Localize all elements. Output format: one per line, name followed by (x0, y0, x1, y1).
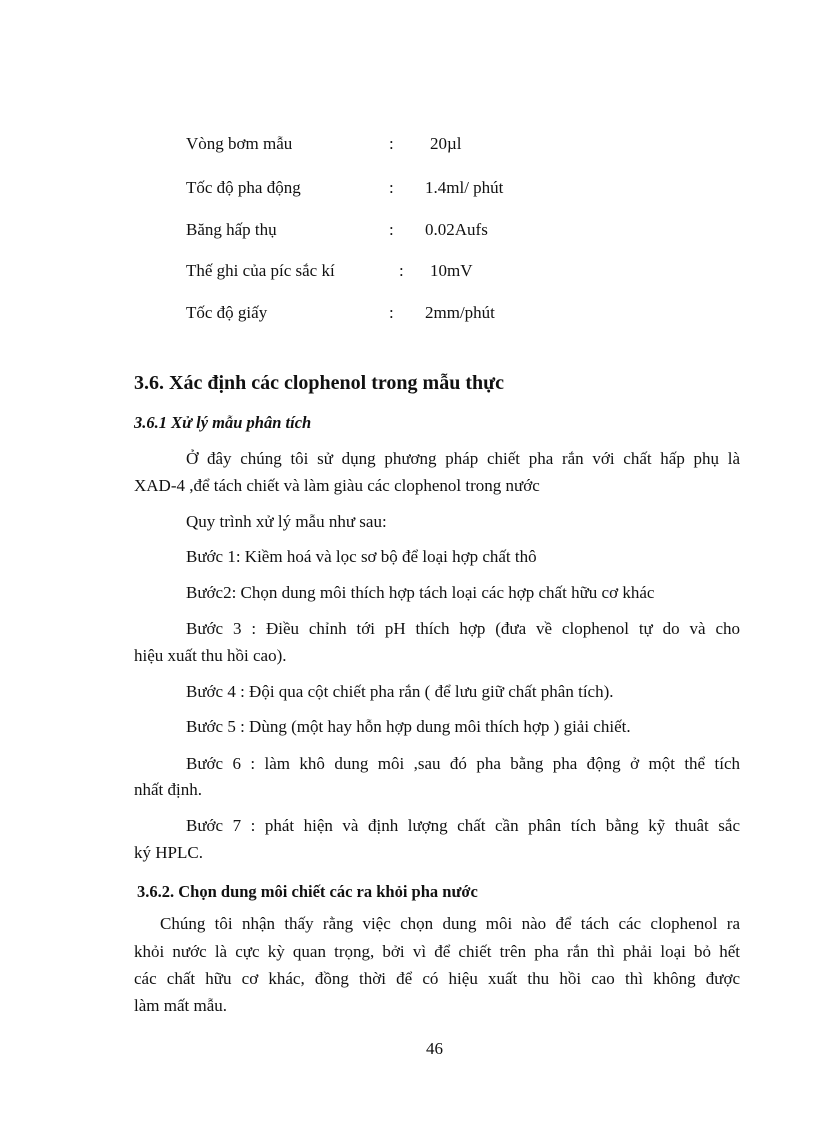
section-heading: 3.6. Xác định các clophenol trong mẫu thực (134, 372, 504, 394)
param-separator: : (389, 220, 394, 239)
step-item: Bước 4 : Đội qua cột chiết pha rắn ( để lưu giữ chất phân tích). (186, 682, 614, 701)
step-item: Bước 1: Kiềm hoá và lọc sơ bộ để loại hợp chất thô (186, 547, 537, 566)
param-label: Vòng bơm mẫu (186, 134, 293, 153)
subsection-heading: 3.6.2. Chọn dung môi chiết các ra khỏi pha nước (137, 882, 478, 901)
param-value: 1.4ml/ phút (425, 178, 504, 197)
step-item: Bước 5 : Dùng (một hay hỗn hợp dung môi thích hợp ) giải chiết. (186, 717, 631, 736)
subsection-heading: 3.6.1 Xử lý mẫu phân tích (134, 413, 312, 432)
step-item-continued: nhất định. (134, 780, 202, 799)
param-label: Tốc độ giấy (186, 303, 268, 322)
step-item: Bước 6 : làm khô dung môi ,sau đó pha bằng pha động ở một thể tích (186, 754, 740, 773)
param-value: 2mm/phút (425, 303, 495, 322)
paragraph-line: các chất hữu cơ khác, đồng thời để có hiệu xuất thu hồi cao thì không được (134, 969, 740, 988)
paragraph-line: Chúng tôi nhận thấy rằng việc chọn dung môi nào để tách các clophenol ra (160, 914, 740, 933)
param-separator: : (399, 261, 404, 280)
param-separator: : (389, 134, 394, 153)
param-separator: : (389, 303, 394, 322)
param-value: 20µl (430, 134, 462, 153)
param-label: Thế ghi của píc sắc kí (186, 261, 335, 280)
step-item: Bước 7 : phát hiện và định lượng chất cần phân tích bằng kỹ thuât sắc (186, 816, 740, 835)
procedure-intro: Quy trình xử lý mẫu như sau: (186, 512, 387, 531)
param-label: Băng hấp thụ (186, 220, 277, 239)
step-item-continued: ký HPLC. (134, 843, 203, 862)
paragraph-line: Ở đây chúng tôi sử dụng phương pháp chiết pha rắn với chất hấp phụ là (186, 449, 740, 468)
paragraph-line: làm mất mẫu. (134, 996, 228, 1015)
param-value: 10mV (430, 261, 473, 280)
paragraph-line: XAD-4 ,để tách chiết và làm giàu các clophenol trong nước (134, 476, 540, 495)
param-separator: : (389, 178, 394, 197)
param-label: Tốc độ pha động (186, 178, 301, 197)
page-number: 46 (426, 1039, 443, 1058)
step-item: Bước2: Chọn dung môi thích hợp tách loại các hợp chất hữu cơ khác (186, 583, 655, 602)
param-value: 0.02Aufs (425, 220, 488, 239)
step-item-continued: hiệu xuất thu hồi cao). (134, 646, 287, 665)
step-item: Bước 3 : Điều chỉnh tới pH thích hợp (đưa về clophenol tự do và cho (186, 619, 740, 638)
paragraph-line: khỏi nước là cực kỳ quan trọng, bởi vì để chiết trên pha rắn thì phải loại bỏ hết (134, 942, 740, 961)
